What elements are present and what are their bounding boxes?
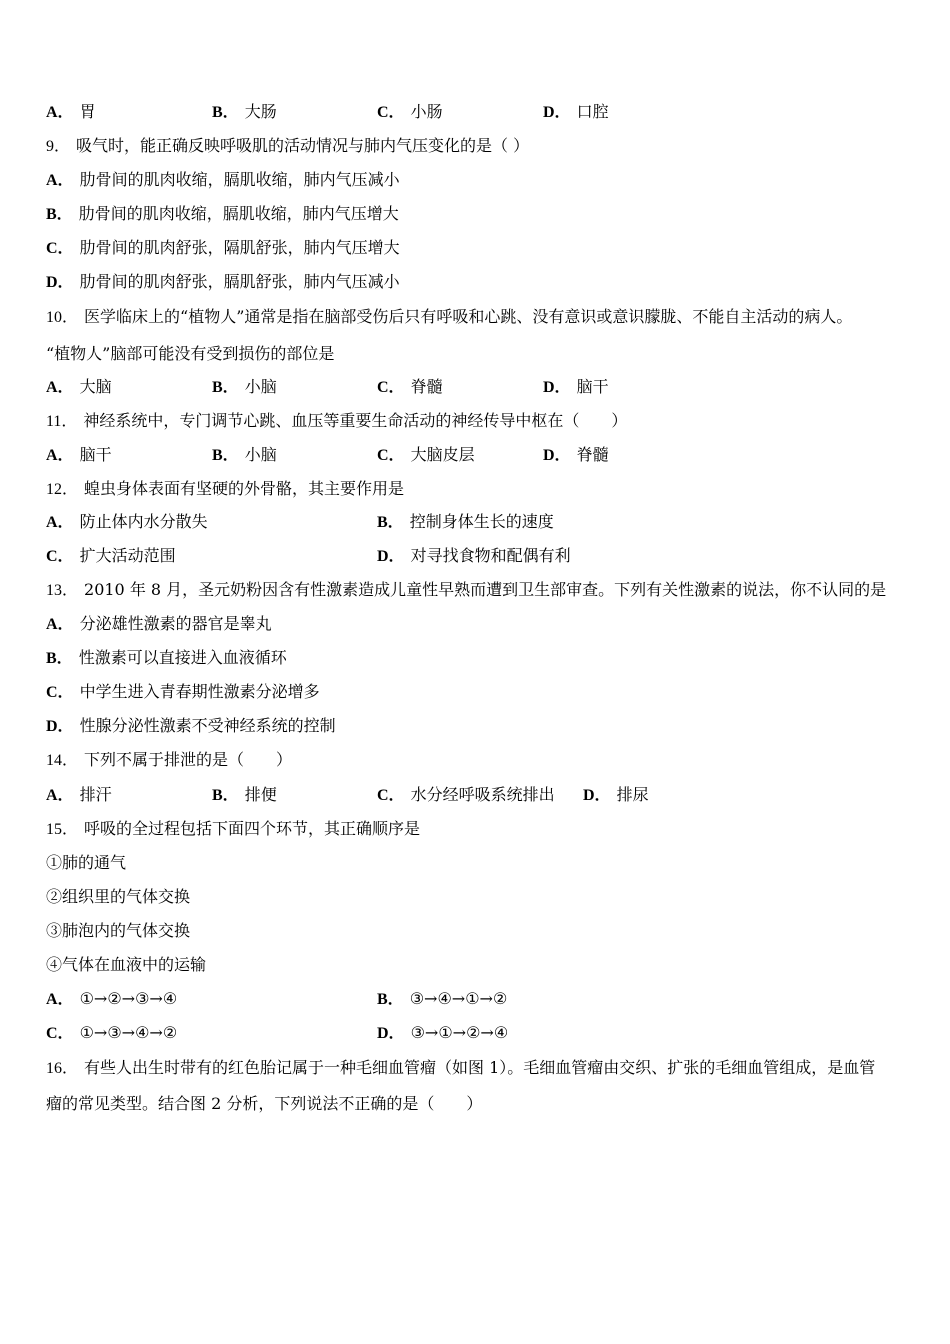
q13-option-d: D． 性腺分泌性激素不受神经系统的控制 xyxy=(46,716,336,735)
q8-option-b: B． 大肠 xyxy=(212,102,277,121)
q11-option-b: B． 小脑 xyxy=(212,445,277,464)
q15-step-1: ①肺的通气 xyxy=(46,853,127,872)
q14-option-c: C． 水分经呼吸系统排出 xyxy=(377,785,555,804)
q11-stem: 11． 神经系统中，专门调节心跳、血压等重要生命活动的神经传导中枢在（ ） xyxy=(46,411,628,430)
q12-option-b: B． 控制身体生长的速度 xyxy=(377,512,554,531)
q15-stem: 15． 呼吸的全过程包括下面四个环节，其正确顺序是 xyxy=(46,819,421,838)
q13-option-b: B． 性激素可以直接进入血液循环 xyxy=(46,648,287,667)
q15-option-c: C． ①→③→④→② xyxy=(46,1023,178,1042)
q12-stem: 12． 蝗虫身体表面有坚硬的外骨骼，其主要作用是 xyxy=(46,479,405,498)
q15-option-b: B． ③→④→①→② xyxy=(377,989,508,1008)
q13-option-c: C． 中学生进入青春期性激素分泌增多 xyxy=(46,682,320,701)
q15-step-3: ③肺泡内的气体交换 xyxy=(46,921,191,940)
q10-option-b: B． 小脑 xyxy=(212,377,277,396)
q14-option-a: A． 排汗 xyxy=(46,785,112,804)
q8-option-a: A． 胃 xyxy=(46,102,96,121)
q9-option-b: B． 肋骨间的肌肉收缩，膈肌收缩，肺内气压增大 xyxy=(46,204,399,223)
q10-option-c: C． 脊髓 xyxy=(377,377,443,396)
q9-option-c: C． 肋骨间的肌肉舒张，隔肌舒张，肺内气压增大 xyxy=(46,238,400,257)
q11-option-d: D． 脊髓 xyxy=(543,445,609,464)
q10-option-d: D． 脑干 xyxy=(543,377,609,396)
q16-stem-continued: 瘤的常见类型。结合图 2 分析，下列说法不正确的是（ ） xyxy=(46,1094,483,1113)
q9-stem: 9． 吸气时，能正确反映呼吸肌的活动情况与肺内气压变化的是（ ） xyxy=(46,136,530,155)
q16-stem: 16． 有些人出生时带有的红色胎记属于一种毛细血管瘤（如图 1）。毛细血管瘤由交织、扩张的毛细血管组成，是血管 xyxy=(46,1058,876,1077)
q15-step-4: ④气体在血液中的运输 xyxy=(46,955,207,974)
q9-option-d: D． 肋骨间的肌肉舒张，膈肌舒张，肺内气压减小 xyxy=(46,272,400,291)
q13-stem: 13． 2010 年 8 月，圣元奶粉因含有性激素造成儿童性早熟而遭到卫生部审查。下列有关性激素的说法，你不认同的是 xyxy=(46,580,887,599)
q14-stem: 14． 下列不属于排泄的是（ ） xyxy=(46,750,293,769)
q15-option-d: D． ③→①→②→④ xyxy=(377,1023,509,1042)
q13-option-a: A． 分泌雄性激素的器官是睾丸 xyxy=(46,614,272,633)
q14-option-d: D． 排尿 xyxy=(583,785,649,804)
q12-option-a: A． 防止体内水分散失 xyxy=(46,512,208,531)
q12-option-d: D． 对寻找食物和配偶有利 xyxy=(377,546,571,565)
q14-option-b: B． 排便 xyxy=(212,785,277,804)
q15-step-2: ②组织里的气体交换 xyxy=(46,887,191,906)
q8-option-d: D． 口腔 xyxy=(543,102,609,121)
q10-stem: 10． 医学临床上的“植物人”通常是指在脑部受伤后只有呼吸和心跳、没有意识或意识朦胧、不能自主活动的病人。 xyxy=(46,307,853,326)
q11-option-a: A． 脑干 xyxy=(46,445,112,464)
q15-option-a: A． ①→②→③→④ xyxy=(46,989,178,1008)
q8-option-c: C． 小肠 xyxy=(377,102,443,121)
q12-option-c: C． 扩大活动范围 xyxy=(46,546,176,565)
q10-option-a: A． 大脑 xyxy=(46,377,112,396)
q10-stem-continued: “植物人”脑部可能没有受到损伤的部位是 xyxy=(46,344,335,363)
q11-option-c: C． 大脑皮层 xyxy=(377,445,475,464)
q9-option-a: A． 肋骨间的肌肉收缩，膈肌收缩，肺内气压减小 xyxy=(46,170,400,189)
